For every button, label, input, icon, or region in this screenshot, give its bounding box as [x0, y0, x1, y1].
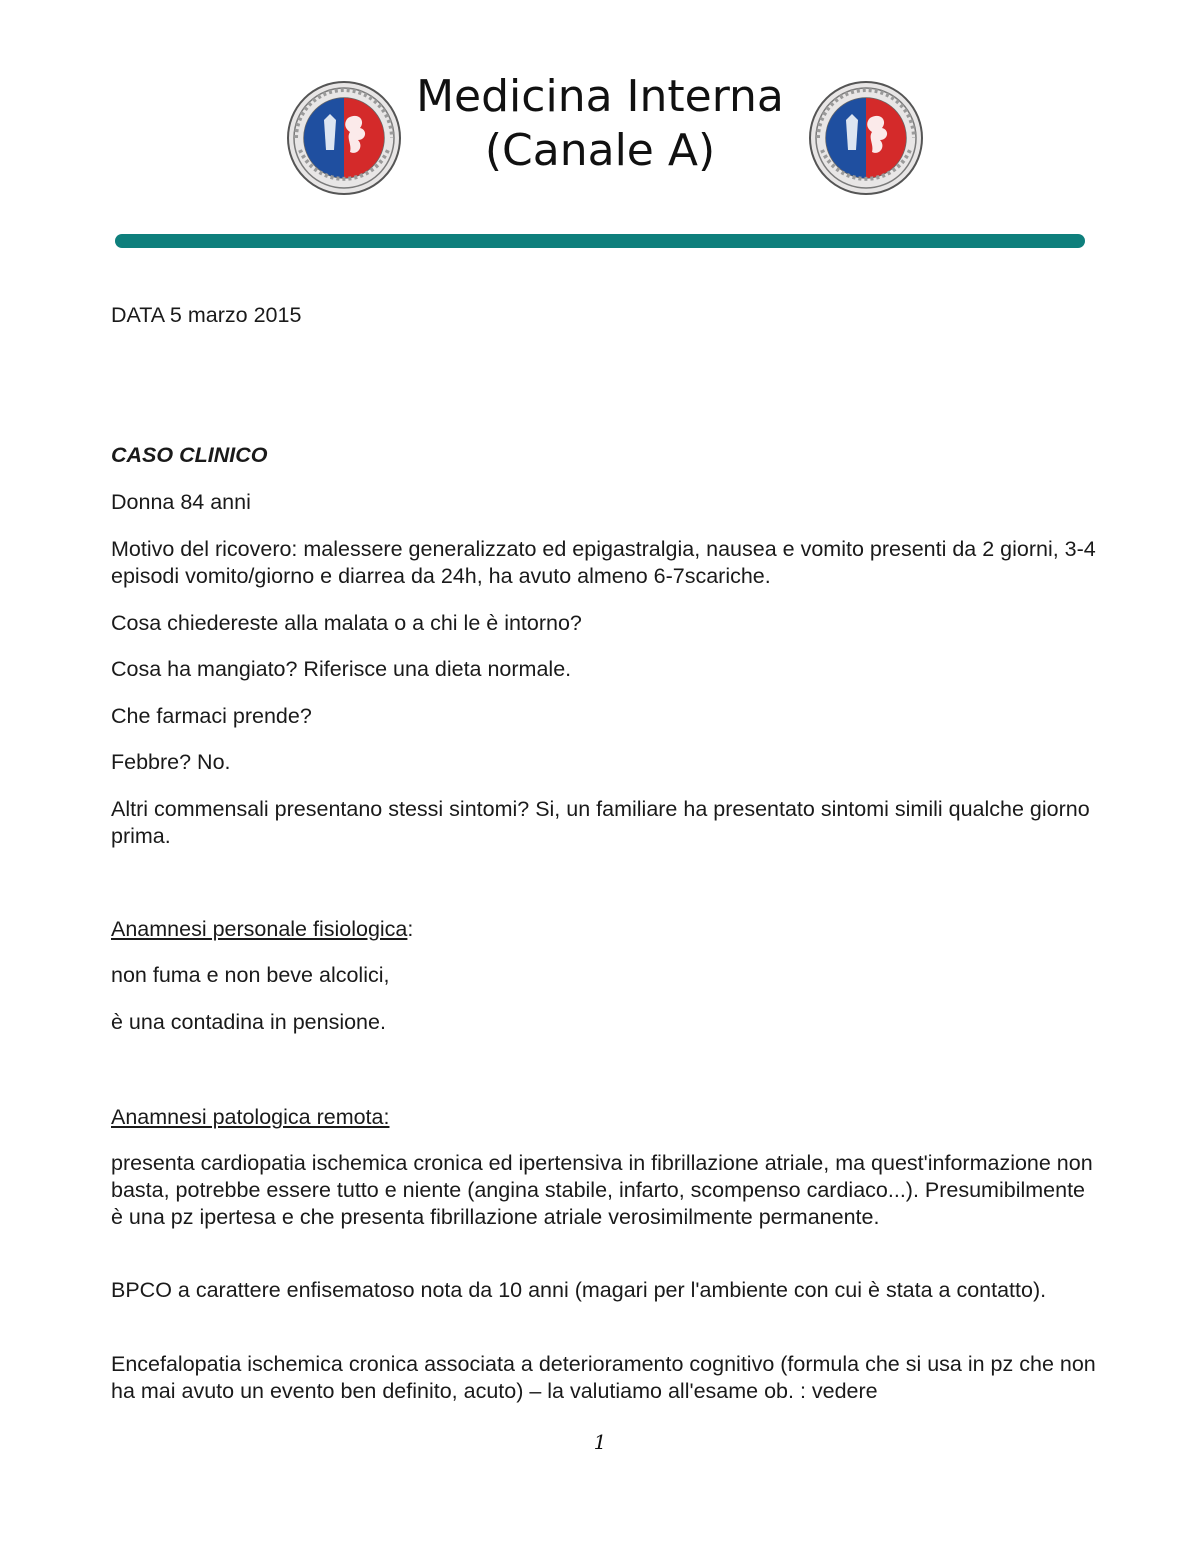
anamnesi-fisiologica-label: Anamnesi personale fisiologica: [111, 917, 408, 941]
header-divider: [115, 234, 1085, 248]
case-heading: CASO CLINICO: [111, 443, 268, 467]
anamnesi-fisiologica-heading: [111, 916, 1096, 943]
question-5: Altri commensali presentano stessi sintomi? Si, un familiare ha presentato sintomi simili qualche giorno prima.: [111, 797, 1090, 848]
patologica-paragraph-2: BPCO a carattere enfisematoso nota da 10 anni (magari per l'ambiente con cui è stata a contatto).: [111, 1278, 1047, 1302]
fisiologica-line-1: non fuma e non beve alcolici,: [111, 963, 390, 987]
title-line-1: Medicina Interna: [416, 71, 784, 122]
patologica-paragraph-1: presenta cardiopatia ischemica cronica ed ipertensiva in fibrillazione atriale, ma quest'informazione non basta, potrebbe essere tutto e niente (angina stabile, infarto, scompenso cardiaco...). Presumibilmente è una pz ipertesa e che presenta fibrillazione atriale verosimilmente permanente.: [111, 1151, 1093, 1229]
date-line: DATA 5 marzo 2015: [111, 303, 302, 327]
fisiologica-line-2: è una contadina in pensione.: [111, 1010, 386, 1034]
question-4: Febbre? No.: [111, 750, 231, 774]
page-number: 1: [593, 1430, 607, 1454]
document-title: [400, 70, 800, 178]
anamnesi-patologica-heading: Anamnesi patologica remota:: [111, 1105, 390, 1129]
university-seal-icon: [286, 80, 402, 196]
anamnesi-fisiologica-colon: :: [407, 917, 414, 941]
motivo-paragraph: Motivo del ricovero: malessere generalizzato ed epigastralgia, nausea e vomito presenti da 2 giorni, 3-4 episodi vomito/giorno e diarrea da 24h, ha avuto almeno 6-7scariche.: [111, 537, 1096, 588]
university-seal-icon: [808, 80, 924, 196]
question-3: Che farmaci prende?: [111, 704, 312, 728]
patologica-paragraph-3: Encefalopatia ischemica cronica associata a deterioramento cognitivo (formula che si usa in pz che non ha mai avuto un evento ben definito, acuto) – la valutiamo all'esame ob. : vedere: [111, 1352, 1096, 1403]
question-1: Cosa chiedereste alla malata o a chi le è intorno?: [111, 611, 582, 635]
page-header: [0, 70, 1200, 200]
title-line-2: (Canale A): [484, 125, 716, 176]
patient-line: Donna 84 anni: [111, 490, 251, 514]
question-2: Cosa ha mangiato? Riferisce una dieta normale.: [111, 657, 572, 681]
